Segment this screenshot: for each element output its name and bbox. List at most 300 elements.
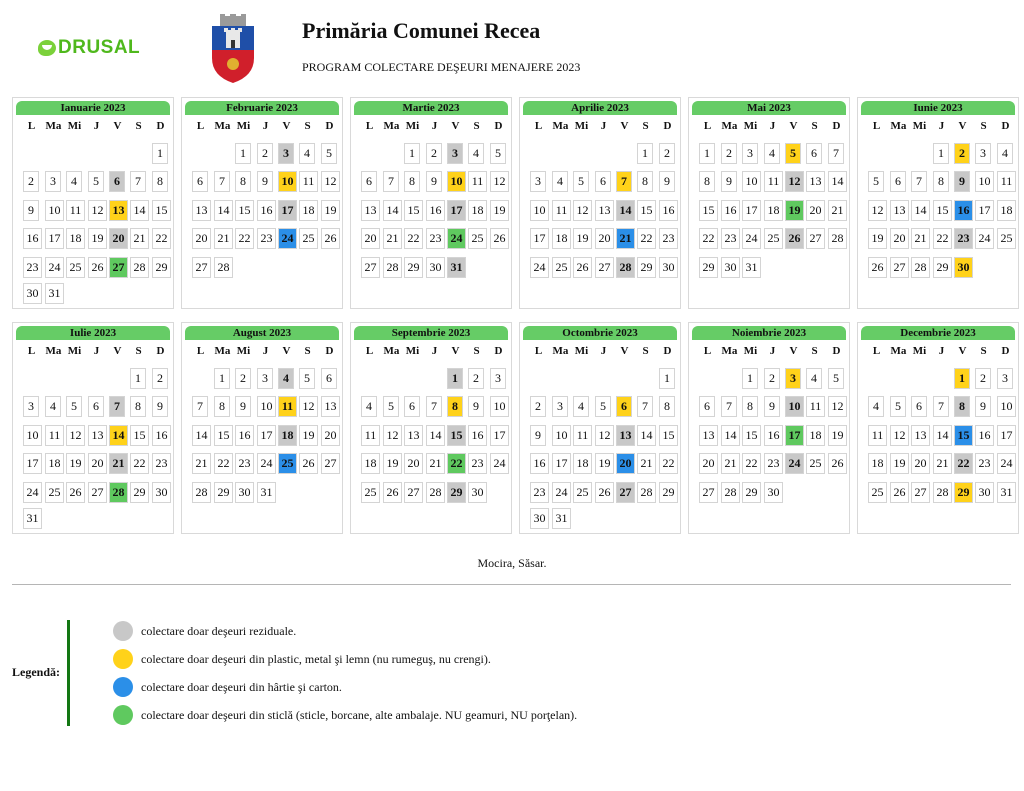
weekday-label: S <box>304 345 311 357</box>
weekday-label: S <box>473 120 480 132</box>
day-cell: 24 <box>552 482 571 503</box>
collection-day-rez: 24 <box>785 453 804 474</box>
divider <box>12 584 1011 585</box>
collection-day-rez: 13 <box>616 425 635 446</box>
day-cell: 21 <box>911 228 930 249</box>
collection-day-plastic: 13 <box>109 200 128 221</box>
collection-day-rez: 14 <box>616 200 635 221</box>
month-title: August 2023 <box>185 326 339 340</box>
day-cell: 21 <box>192 453 211 474</box>
day-cell: 2 <box>426 143 442 164</box>
weekday-label: Ma <box>721 120 738 132</box>
day-cell: 29 <box>742 482 761 503</box>
color-dot-icon <box>113 649 133 669</box>
collection-day-rez: 1 <box>447 368 463 389</box>
day-cell: 12 <box>66 425 85 446</box>
day-cell: 31 <box>742 257 761 278</box>
day-cell: 19 <box>321 200 340 221</box>
legend-item-sticla <box>113 705 577 725</box>
day-cell: 12 <box>490 171 509 192</box>
weekday-label: Ma <box>45 345 62 357</box>
day-cell: 28 <box>214 257 233 278</box>
day-cell: 13 <box>890 200 909 221</box>
day-cell: 6 <box>321 368 337 389</box>
day-cell: 1 <box>637 143 653 164</box>
day-cell: 29 <box>152 257 171 278</box>
collection-day-rez: 8 <box>954 396 970 417</box>
day-cell: 2 <box>764 368 780 389</box>
day-cell: 29 <box>404 257 423 278</box>
day-cell: 8 <box>933 171 949 192</box>
day-cell: 19 <box>490 200 509 221</box>
weekday-label: D <box>325 120 334 132</box>
weekday-label: V <box>451 345 460 357</box>
day-cell: 23 <box>764 453 783 474</box>
day-cell: 25 <box>468 228 487 249</box>
collection-day-sticla: 22 <box>447 453 466 474</box>
day-cell: 22 <box>404 228 423 249</box>
legend-bar <box>67 620 70 726</box>
day-cell: 5 <box>88 171 104 192</box>
page-subtitle: PROGRAM COLECTARE DEŞEURI MENAJERE 2023 <box>302 60 581 74</box>
weekday-label: L <box>872 345 881 357</box>
day-cell: 23 <box>152 453 171 474</box>
day-cell: 19 <box>573 228 592 249</box>
day-cell: 13 <box>911 425 930 446</box>
weekday-label: V <box>789 345 798 357</box>
day-cell: 23 <box>659 228 678 249</box>
day-cell: 4 <box>764 143 780 164</box>
day-cell: 12 <box>299 396 318 417</box>
day-cell: 11 <box>45 425 64 446</box>
day-cell: 3 <box>45 171 61 192</box>
day-cell: 12 <box>383 425 402 446</box>
day-cell: 16 <box>152 425 171 446</box>
legend-item-label: colectare doar deşeuri din plastic, metal şi lemn (nu rumeguş, nu crengi). <box>141 651 491 666</box>
day-cell: 30 <box>23 283 42 304</box>
day-cell: 11 <box>764 171 783 192</box>
day-cell: 18 <box>45 453 64 474</box>
day-cell: 21 <box>721 453 740 474</box>
day-cell: 21 <box>828 200 847 221</box>
weekday-label: Ma <box>721 345 738 357</box>
day-cell: 16 <box>764 425 783 446</box>
day-cell: 2 <box>721 143 737 164</box>
day-cell: 26 <box>383 482 402 503</box>
day-cell: 20 <box>192 228 211 249</box>
day-cell: 5 <box>383 396 399 417</box>
day-cell: 31 <box>23 508 42 529</box>
day-cell: 9 <box>152 396 168 417</box>
day-cell: 8 <box>637 171 653 192</box>
day-cell: 27 <box>806 228 825 249</box>
weekday-label: Mi <box>574 120 589 132</box>
collection-day-rez: 26 <box>785 228 804 249</box>
day-cell: 13 <box>404 425 423 446</box>
day-cell: 29 <box>699 257 718 278</box>
page-title: Primăria Comunei Recea <box>302 18 541 43</box>
day-cell: 9 <box>659 171 675 192</box>
day-cell: 11 <box>806 396 825 417</box>
day-cell: 7 <box>192 396 208 417</box>
weekday-label: S <box>473 345 480 357</box>
day-cell: 7 <box>933 396 949 417</box>
day-cell: 21 <box>933 453 952 474</box>
month-title: Iunie 2023 <box>861 101 1015 115</box>
month-title: Decembrie 2023 <box>861 326 1015 340</box>
weekday-label: Ma <box>383 345 400 357</box>
day-cell: 8 <box>152 171 168 192</box>
day-cell: 27 <box>88 482 107 503</box>
weekday-label: Mi <box>236 120 251 132</box>
collection-day-sticla: 28 <box>109 482 128 503</box>
month-calendar <box>857 322 1019 534</box>
day-cell: 9 <box>975 396 991 417</box>
weekday-label: D <box>1001 120 1010 132</box>
day-cell: 18 <box>806 425 825 446</box>
collection-day-hartie: 25 <box>278 453 297 474</box>
day-cell: 1 <box>130 368 146 389</box>
day-cell: 14 <box>721 425 740 446</box>
day-cell: 10 <box>257 396 276 417</box>
day-cell: 5 <box>595 396 611 417</box>
day-cell: 20 <box>890 228 909 249</box>
day-cell: 22 <box>235 228 254 249</box>
day-cell: 2 <box>975 368 991 389</box>
day-cell: 26 <box>573 257 592 278</box>
day-cell: 4 <box>468 143 484 164</box>
month-calendar <box>181 322 343 534</box>
day-cell: 27 <box>361 257 380 278</box>
day-cell: 9 <box>530 425 546 446</box>
day-cell: 29 <box>214 482 233 503</box>
month-calendar <box>519 97 681 309</box>
day-cell: 15 <box>933 200 952 221</box>
day-cell: 4 <box>66 171 82 192</box>
day-cell: 25 <box>552 257 571 278</box>
weekday-label: J <box>262 345 269 357</box>
day-cell: 16 <box>530 453 549 474</box>
collection-day-rez: 3 <box>278 143 294 164</box>
day-cell: 28 <box>192 482 211 503</box>
collection-day-rez: 9 <box>954 171 970 192</box>
month-title: Iulie 2023 <box>16 326 170 340</box>
day-cell: 26 <box>299 453 318 474</box>
day-cell: 11 <box>299 171 318 192</box>
collection-day-rez: 31 <box>447 257 466 278</box>
day-cell: 27 <box>699 482 718 503</box>
day-cell: 22 <box>214 453 233 474</box>
day-cell: 21 <box>214 228 233 249</box>
month-title: Ianuarie 2023 <box>16 101 170 115</box>
day-cell: 10 <box>530 200 549 221</box>
weekday-label: D <box>663 345 672 357</box>
day-cell: 18 <box>997 200 1016 221</box>
collection-day-sticla: 17 <box>785 425 804 446</box>
day-cell: 18 <box>468 200 487 221</box>
weekday-label: D <box>494 120 503 132</box>
weekday-label: J <box>431 345 438 357</box>
day-cell: 3 <box>742 143 758 164</box>
day-cell: 8 <box>235 171 251 192</box>
day-cell: 16 <box>721 200 740 221</box>
day-cell: 14 <box>828 171 847 192</box>
collection-day-rez: 6 <box>109 171 125 192</box>
day-cell: 26 <box>828 453 847 474</box>
day-cell: 16 <box>23 228 42 249</box>
weekday-label: S <box>135 345 142 357</box>
weekday-label: L <box>27 120 36 132</box>
day-cell: 2 <box>235 368 251 389</box>
weekday-label: L <box>534 345 543 357</box>
month-calendar <box>519 322 681 534</box>
weekday-label: Mi <box>67 345 82 357</box>
collection-day-plastic: 11 <box>278 396 297 417</box>
weekday-label: L <box>196 120 205 132</box>
day-cell: 17 <box>742 200 761 221</box>
day-cell: 30 <box>975 482 994 503</box>
weekday-label: Ma <box>214 120 231 132</box>
weekday-label: Mi <box>405 345 420 357</box>
day-cell: 22 <box>130 453 149 474</box>
collection-day-rez: 7 <box>109 396 125 417</box>
day-cell: 31 <box>257 482 276 503</box>
day-cell: 5 <box>868 171 884 192</box>
weekday-label: L <box>196 345 205 357</box>
day-cell: 17 <box>975 200 994 221</box>
day-cell: 30 <box>426 257 445 278</box>
month-calendar <box>688 322 850 534</box>
day-cell: 15 <box>659 425 678 446</box>
day-cell: 19 <box>890 453 909 474</box>
weekday-label: J <box>600 345 607 357</box>
day-cell: 6 <box>88 396 104 417</box>
day-cell: 30 <box>235 482 254 503</box>
day-cell: 26 <box>88 257 107 278</box>
day-cell: 2 <box>659 143 675 164</box>
day-cell: 29 <box>933 257 952 278</box>
day-cell: 20 <box>404 453 423 474</box>
day-cell: 9 <box>721 171 737 192</box>
day-cell: 21 <box>637 453 656 474</box>
collection-day-rez: 22 <box>954 453 973 474</box>
weekday-label: Mi <box>405 120 420 132</box>
collection-day-plastic: 2 <box>954 143 970 164</box>
day-cell: 24 <box>975 228 994 249</box>
day-cell: 15 <box>235 200 254 221</box>
day-cell: 1 <box>152 143 168 164</box>
collection-day-plastic: 7 <box>616 171 632 192</box>
day-cell: 24 <box>742 228 761 249</box>
day-cell: 28 <box>130 257 149 278</box>
day-cell: 24 <box>997 453 1016 474</box>
day-cell: 23 <box>721 228 740 249</box>
day-cell: 6 <box>404 396 420 417</box>
day-cell: 13 <box>192 200 211 221</box>
weekday-label: Ma <box>552 345 569 357</box>
weekday-label: Mi <box>743 120 758 132</box>
weekday-label: Ma <box>890 120 907 132</box>
collection-day-plastic: 30 <box>954 257 973 278</box>
weekday-label: Mi <box>236 345 251 357</box>
day-cell: 13 <box>595 200 614 221</box>
weekday-label: V <box>958 345 967 357</box>
day-cell: 21 <box>426 453 445 474</box>
day-cell: 15 <box>699 200 718 221</box>
day-cell: 16 <box>659 200 678 221</box>
day-cell: 18 <box>573 453 592 474</box>
collection-day-hartie: 21 <box>616 228 635 249</box>
weekday-label: Mi <box>67 120 82 132</box>
weekday-label: S <box>980 120 987 132</box>
day-cell: 12 <box>573 200 592 221</box>
weekday-label: J <box>600 120 607 132</box>
drusal-logo <box>38 34 150 62</box>
day-cell: 27 <box>911 482 930 503</box>
day-cell: 19 <box>66 453 85 474</box>
day-cell: 9 <box>426 171 442 192</box>
day-cell: 14 <box>192 425 211 446</box>
day-cell: 16 <box>468 425 487 446</box>
collection-day-rez: 15 <box>447 425 466 446</box>
weekday-label: J <box>769 345 776 357</box>
day-cell: 27 <box>321 453 340 474</box>
speech-bubble-icon <box>38 40 56 56</box>
collection-day-rez: 4 <box>278 368 294 389</box>
weekday-label: Ma <box>552 120 569 132</box>
weekday-label: V <box>958 120 967 132</box>
day-cell: 14 <box>130 200 149 221</box>
day-cell: 25 <box>66 257 85 278</box>
weekday-label: S <box>642 120 649 132</box>
day-cell: 28 <box>383 257 402 278</box>
weekday-label: S <box>304 120 311 132</box>
day-cell: 5 <box>890 396 906 417</box>
day-cell: 11 <box>868 425 887 446</box>
collection-day-plastic: 10 <box>447 171 466 192</box>
day-cell: 26 <box>890 482 909 503</box>
day-cell: 14 <box>383 200 402 221</box>
day-cell: 16 <box>426 200 445 221</box>
collection-day-rez: 28 <box>616 257 635 278</box>
collection-day-plastic: 8 <box>447 396 463 417</box>
day-cell: 24 <box>530 257 549 278</box>
day-cell: 24 <box>23 482 42 503</box>
day-cell: 20 <box>911 453 930 474</box>
day-cell: 1 <box>699 143 715 164</box>
weekday-label: L <box>365 120 374 132</box>
day-cell: 29 <box>659 482 678 503</box>
day-cell: 2 <box>530 396 546 417</box>
day-cell: 18 <box>361 453 380 474</box>
day-cell: 8 <box>699 171 715 192</box>
day-cell: 25 <box>868 482 887 503</box>
weekday-label: J <box>769 120 776 132</box>
day-cell: 8 <box>214 396 230 417</box>
day-cell: 4 <box>552 171 568 192</box>
weekday-label: V <box>282 345 291 357</box>
month-calendar <box>12 322 174 534</box>
month-calendar <box>857 97 1019 309</box>
weekday-label: L <box>27 345 36 357</box>
weekday-label: Ma <box>214 345 231 357</box>
day-cell: 7 <box>214 171 230 192</box>
month-title: Mai 2023 <box>692 101 846 115</box>
weekday-label: J <box>93 345 100 357</box>
day-cell: 3 <box>975 143 991 164</box>
day-cell: 2 <box>23 171 39 192</box>
day-cell: 23 <box>975 453 994 474</box>
day-cell: 3 <box>997 368 1013 389</box>
weekday-label: L <box>703 120 712 132</box>
day-cell: 21 <box>130 228 149 249</box>
day-cell: 24 <box>490 453 509 474</box>
collection-day-sticla: 19 <box>785 200 804 221</box>
weekday-label: S <box>980 345 987 357</box>
day-cell: 18 <box>764 200 783 221</box>
weekday-label: V <box>620 345 629 357</box>
day-cell: 14 <box>214 200 233 221</box>
day-cell: 4 <box>299 143 315 164</box>
day-cell: 26 <box>595 482 614 503</box>
localities-note: Mocira, Săsar. <box>477 556 547 570</box>
day-cell: 28 <box>637 482 656 503</box>
day-cell: 26 <box>490 228 509 249</box>
weekday-label: D <box>156 345 165 357</box>
day-cell: 3 <box>490 368 506 389</box>
day-cell: 25 <box>997 228 1016 249</box>
day-cell: 18 <box>868 453 887 474</box>
day-cell: 31 <box>997 482 1016 503</box>
day-cell: 18 <box>299 200 318 221</box>
collection-day-hartie: 20 <box>616 453 635 474</box>
day-cell: 15 <box>637 200 656 221</box>
weekday-label: S <box>811 120 818 132</box>
collection-day-hartie: 16 <box>954 200 973 221</box>
day-cell: 10 <box>23 425 42 446</box>
day-cell: 25 <box>806 453 825 474</box>
day-cell: 28 <box>911 257 930 278</box>
collection-day-rez: 3 <box>447 143 463 164</box>
collection-day-plastic: 5 <box>785 143 801 164</box>
collection-day-plastic: 1 <box>954 368 970 389</box>
coat-of-arms-icon <box>208 14 258 84</box>
weekday-label: S <box>811 345 818 357</box>
weekday-label: D <box>663 120 672 132</box>
weekday-label: J <box>262 120 269 132</box>
weekday-label: D <box>832 345 841 357</box>
collection-day-rez: 27 <box>616 482 635 503</box>
day-cell: 13 <box>88 425 107 446</box>
weekday-label: L <box>703 345 712 357</box>
day-cell: 10 <box>975 171 994 192</box>
day-cell: 10 <box>997 396 1016 417</box>
day-cell: 16 <box>975 425 994 446</box>
day-cell: 1 <box>404 143 420 164</box>
day-cell: 3 <box>552 396 568 417</box>
weekday-label: Mi <box>912 120 927 132</box>
collection-day-hartie: 15 <box>954 425 973 446</box>
day-cell: 11 <box>468 171 487 192</box>
day-cell: 6 <box>911 396 927 417</box>
day-cell: 19 <box>383 453 402 474</box>
day-cell: 21 <box>383 228 402 249</box>
day-cell: 6 <box>192 171 208 192</box>
day-cell: 1 <box>214 368 230 389</box>
day-cell: 29 <box>130 482 149 503</box>
day-cell: 25 <box>45 482 64 503</box>
day-cell: 1 <box>933 143 949 164</box>
